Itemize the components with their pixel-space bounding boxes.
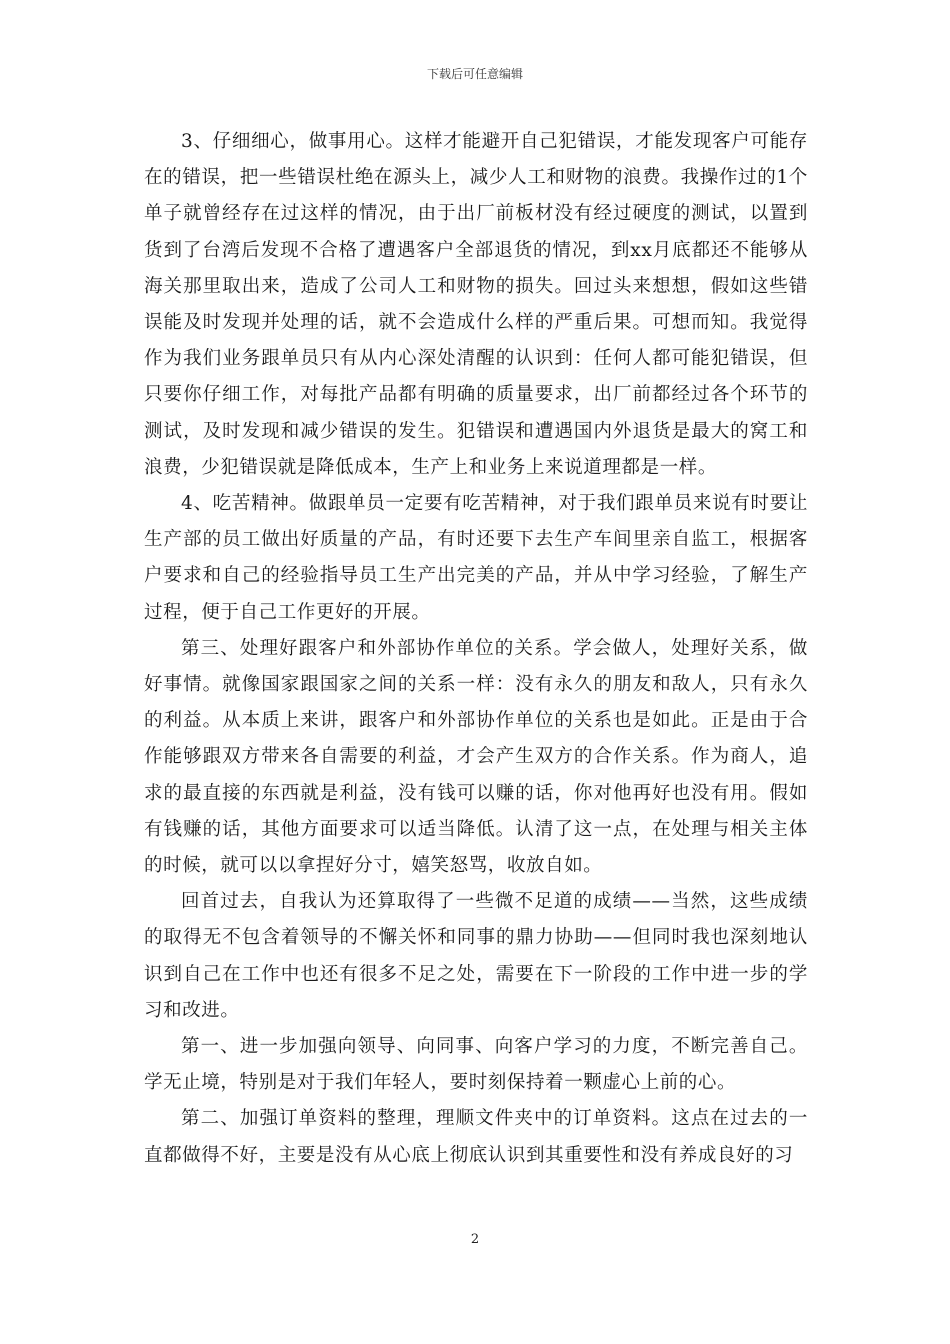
page-number: 2 — [470, 1232, 480, 1247]
paragraph-hardworking-spirit: 4、吃苦精神。做跟单员一定要有吃苦精神，对于我们跟单员来说有时要让生产部的员工做出好质量的产品，有时还要下去生产车间里亲自监工，根据客户要求和自己的经验指导员工生产出完美的产品，并从中学习经验，了解生产过程，便于自己工作更好的开展。 — [144, 493, 808, 623]
paragraph-attention-to-detail: 3、仔细细心，做事用心。这样才能避开自己犯错误，才能发现客户可能存在的错误，把一些错误杜绝在源头上，减少人工和财物的浪费。我操作过的1个单子就曾经存在过这样的情况，由于出厂前板材没有经过硬度的测试，以置到货到了台湾后发现不合格了遭遇客户全部退货的情况，到xx月底都还不能够从海关那里取出来，造成了公司人工和财物的损失。回过头来想想，假如这些错误能及时发现并处理的话，就不会造成什么样的严重后果。可想而知。我觉得作为我们业务跟单员只有从内心深处清醒的认识到：任何人都可能犯错误，但只要你仔细工作，对每批产品都有明确的质量要求，出厂前都经过各个环节的测试，及时发现和减少错误的发生。犯错误和遭遇国内外退货是最大的窝工和浪费，少犯错误就是降低成本，生产上和业务上来说道理都是一样。 — [144, 131, 808, 478]
paragraph-first-improvement: 第一、进一步加强向领导、向同事、向客户学习的力度，不断完善自己。学无止境，特别是对于我们年轻人，要时刻保持着一颗虚心上前的心。 — [144, 1036, 808, 1094]
document-body — [144, 124, 808, 1174]
paragraph-review: 回首过去，自我认为还算取得了一些微不足道的成绩——当然，这些成绩的取得无不包含着领导的不懈关怀和同事的鼎力协助——但同时我也深刻地认识到自己在工作中也还有很多不足之处，需要在下一阶段的工作中进一步的学习和改进。 — [144, 891, 808, 1021]
page-header: 下载后可任意编辑 — [426, 67, 523, 81]
paragraph-second-improvement: 第二、加强订单资料的整理，理顺文件夹中的订单资料。这点在过去的一直都做得不好，主要是没有从心底上彻底认识到其重要性和没有养成良好的习 — [144, 1108, 808, 1166]
paragraph-relationships: 第三、处理好跟客户和外部协作单位的关系。学会做人，处理好关系，做好事情。就像国家跟国家之间的关系一样：没有永久的朋友和敌人，只有永久的利益。从本质上来讲，跟客户和外部协作单位的关系也是如此。正是由于合作能够跟双方带来各自需要的利益，才会产生双方的合作关系。作为商人，追求的最直接的东西就是利益，没有钱可以赚的话，你对他再好也没有用。假如有钱赚的话，其他方面要求可以适当降低。认清了这一点，在处理与相关主体的时候，就可以以拿捏好分寸，嬉笑怒骂，收放自如。 — [144, 637, 808, 877]
